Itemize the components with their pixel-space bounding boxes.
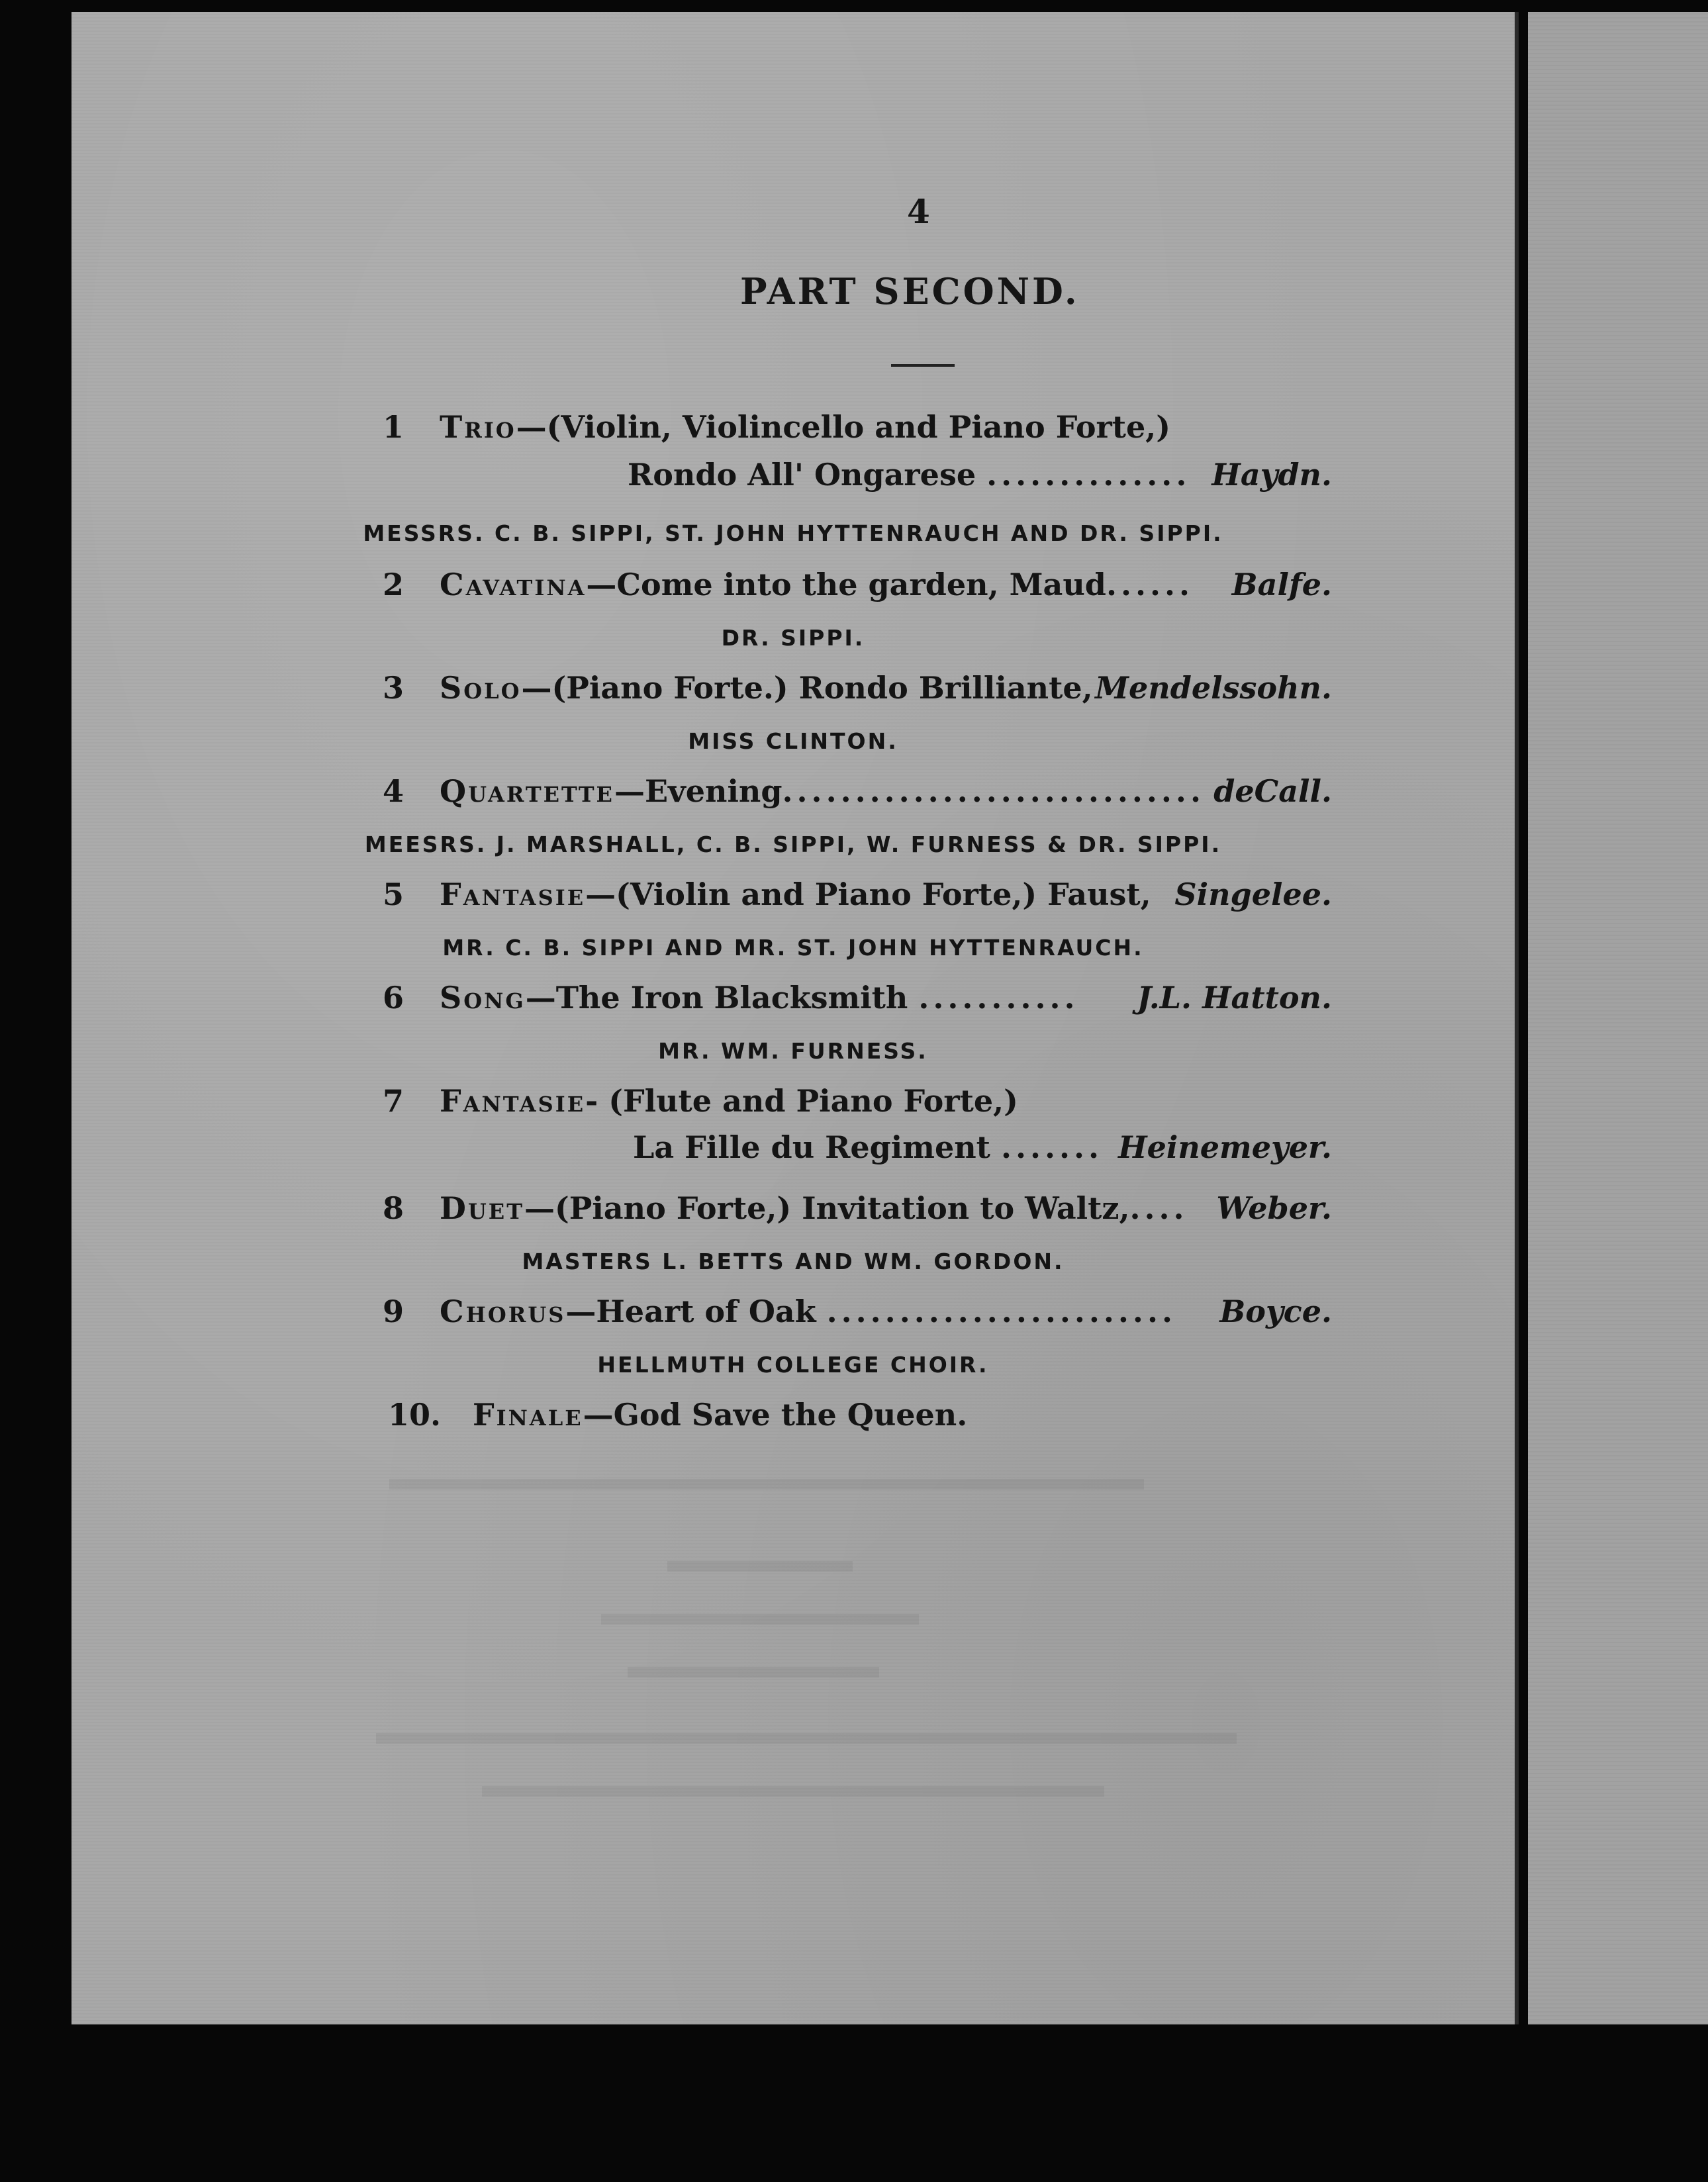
leader-dots: ............................. [782,773,1205,809]
item-performers: MISS CLINTON. [688,728,898,754]
item-desc: —The Iron Blacksmith [525,980,908,1016]
item-performers: MASTERS L. BETTS AND WM. GORDON. [522,1249,1065,1274]
item-number: 9 [383,1294,404,1329]
item-desc: —(Violin and Piano Forte,) Faust, [585,877,1151,912]
show-through-mark [376,1733,1237,1744]
program-item-8 [71,1190,1515,1237]
item-kind: Trio [440,409,516,445]
item-performers: MEESRS. J. MARSHALL, C. B. SIPPI, W. FURNESS & DR. SIPPI. [364,831,1222,857]
item-desc: —(Piano Forte.) Rondo Brilliante, [521,670,1093,706]
program-item-4 [71,773,1515,820]
item-composer: deCall. [1213,773,1332,809]
program-item-1-line-2 [71,457,1515,503]
program-item-7 [71,1083,1515,1129]
leader-dots: ........................ [826,1294,1176,1329]
item-performers: DR. SIPPI. [721,625,865,651]
item-desc: —God Save the Queen. [583,1397,968,1433]
item-composer: J.L. Hatton. [1137,980,1332,1016]
program-item-9 [71,1294,1515,1340]
item-desc: —(Piano Forte,) Invitation to Waltz, [524,1190,1130,1226]
program-item-1 [71,409,1515,455]
show-through-mark [482,1786,1104,1797]
item-number: 10. [388,1397,442,1433]
item-kind: Chorus [440,1294,566,1329]
title-rule [891,364,955,367]
item-kind: Song [440,980,526,1016]
item-composer: Weber. [1216,1190,1332,1226]
item-performers: MR. WM. FURNESS. [658,1038,928,1064]
leader-dots: .............. [986,457,1191,493]
item-composer: Heinemeyer. [1118,1129,1332,1165]
program-item-6 [71,980,1515,1026]
item-kind: Fantasie [440,877,586,912]
leader-dots: ...... [1106,567,1194,602]
item-kind: Finale [473,1397,583,1433]
program-item-7-line-2 [71,1129,1515,1176]
item-composer: Mendelssohn. [1095,670,1332,706]
item-kind: Duet [440,1190,524,1226]
item-desc: —Evening [614,773,783,809]
item-number: 5 [383,877,404,912]
item-kind: Quartette [440,773,614,809]
item-number: 6 [383,980,404,1016]
item-number: 4 [383,773,404,809]
adjacent-page [1528,12,1708,2024]
item-performers: MR. C. B. SIPPI AND MR. ST. JOHN HYTTENRAUCH. [442,935,1144,961]
item-desc: - (Flute and Piano Forte,) [585,1083,1018,1119]
show-through-mark [628,1667,879,1678]
program-item-10 [71,1397,1515,1443]
program-page [71,12,1519,2024]
program-item-5 [71,877,1515,923]
item-composer: Balfe. [1231,567,1332,602]
item-desc-2: La Fille du Regiment [633,1129,990,1165]
page-number: 4 [907,192,930,231]
item-kind: Fantasie [440,1083,586,1119]
leader-dots: .... [1129,1190,1188,1226]
item-desc: —Heart of Oak [565,1294,816,1329]
program-item-3 [71,670,1515,716]
item-composer: Haydn. [1211,457,1332,493]
program-item-2 [71,567,1515,613]
show-through-mark [667,1561,853,1572]
item-composer: Singelee. [1174,877,1332,912]
show-through-mark [601,1614,919,1625]
item-desc-2: Rondo All' Ongarese [628,457,976,493]
item-performers: MESSRS. C. B. SIPPI, ST. JOHN HYTTENRAUCH AND DR. SIPPI. [363,520,1223,546]
item-kind: Cavatina [440,567,587,602]
item-desc: —Come into the garden, Maud [586,567,1106,602]
leader-dots: ....... [1000,1129,1104,1165]
item-number: 8 [383,1190,404,1226]
item-number: 2 [383,567,404,602]
show-through-mark [389,1479,1144,1490]
item-composer: Boyce. [1219,1294,1332,1329]
item-desc: —(Violin, Violincello and Piano Forte,) [516,409,1171,445]
leader-dots: ........... [918,980,1079,1016]
item-number: 1 [383,409,404,445]
item-number: 3 [383,670,404,706]
item-performers: HELLMUTH COLLEGE CHOIR. [597,1352,989,1378]
item-number: 7 [383,1083,404,1119]
item-kind: Solo [440,670,522,706]
page-title: PART SECOND. [740,270,1080,312]
